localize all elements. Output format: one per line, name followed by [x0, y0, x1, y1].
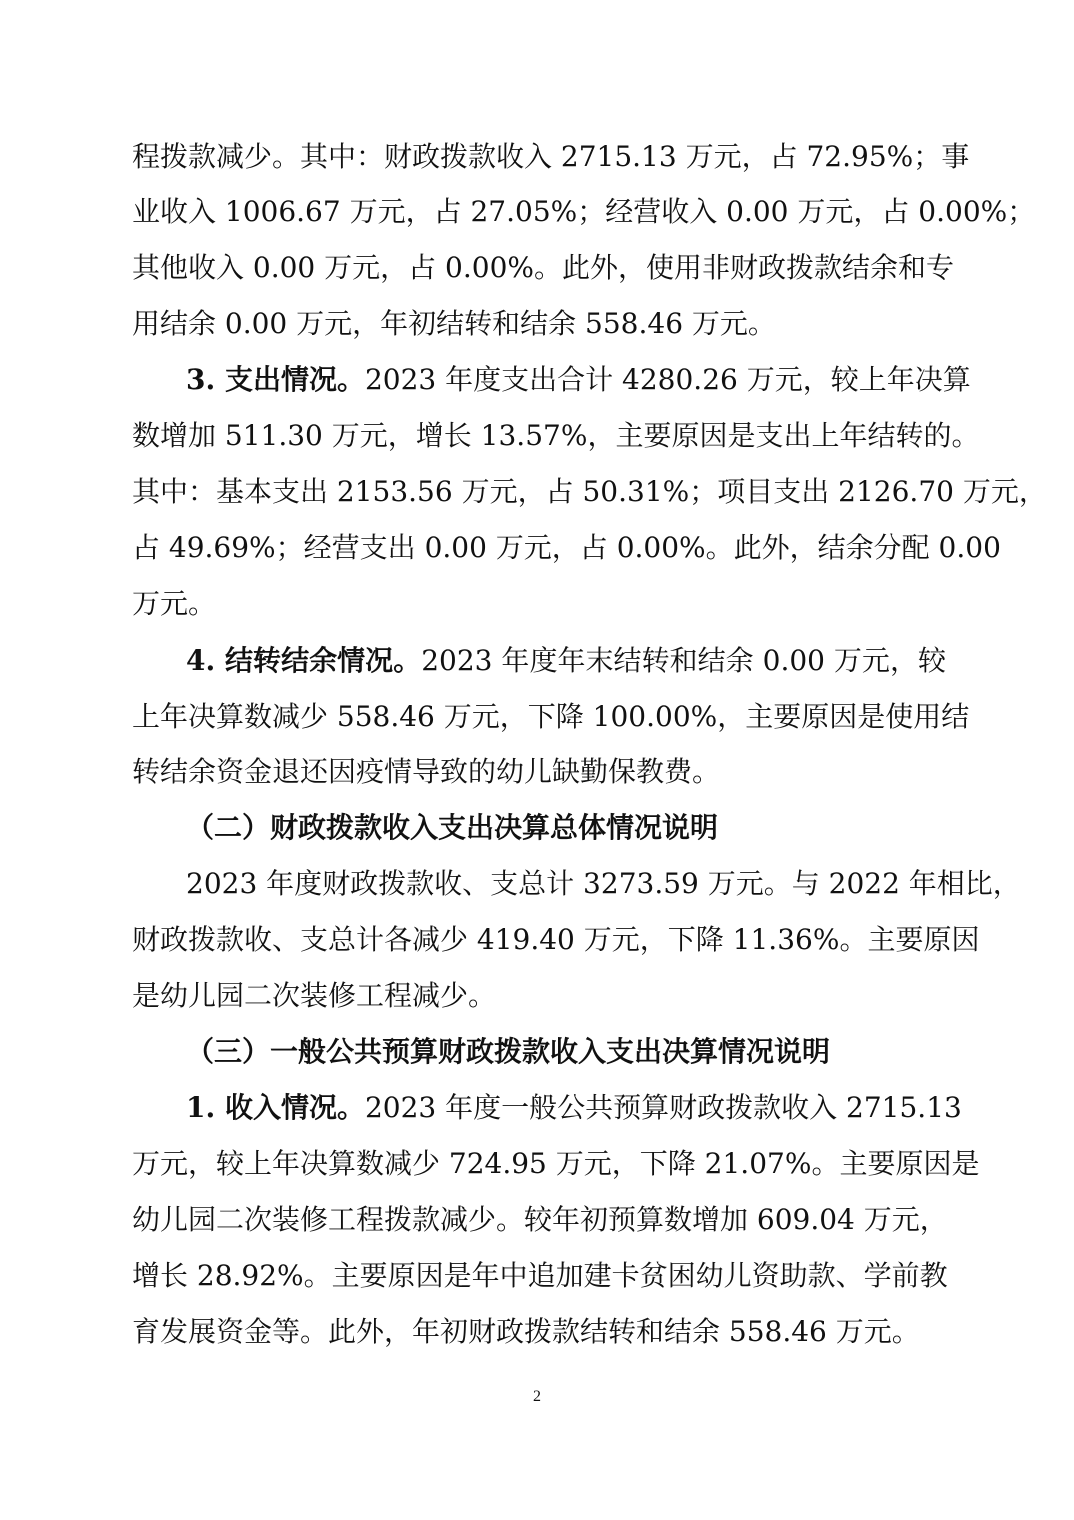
- text-line: 转结余资金退还因疫情导致的幼儿缺勤保教费。: [132, 755, 721, 788]
- text-line: 上年决算数减少 558.46 万元，下降 100.00%，主要原因是使用结: [132, 700, 970, 733]
- carryover-first-line: [186, 641, 946, 681]
- income-first-line: [186, 1088, 962, 1128]
- text-line: 程拨款减少。其中：财政拨款收入 2715.13 万元，占 72.95%；事: [132, 140, 970, 173]
- text-line: 数增加 511.30 万元，增长 13.57%，主要原因是支出上年结转的。: [132, 419, 980, 452]
- carryover-label: 4. 结转结余情况。: [186, 644, 422, 677]
- section-heading: （三）一般公共预算财政拨款收入支出决算情况说明: [186, 1035, 831, 1068]
- text-span: 2023 年度支出合计 4280.26 万元，较上年决算: [364, 363, 971, 396]
- text-line: 财政拨款收、支总计各减少 419.40 万元，下降 11.36%。主要原因: [132, 923, 980, 956]
- text-line: 业收入 1006.67 万元，占 27.05%；经营收入 0.00 万元，占 0.00%；: [132, 195, 1036, 228]
- expense-label: 3. 支出情况。: [186, 363, 365, 396]
- page-number: 2: [533, 1388, 541, 1405]
- text-line: 幼儿园二次装修工程拨款减少。较年初预算数增加 609.04 万元，: [132, 1203, 948, 1236]
- text-line: 占 49.69%；经营支出 0.00 万元，占 0.00%。此外，结余分配 0.00: [132, 531, 1001, 564]
- text-line: 万元，较上年决算数减少 724.95 万元，下降 21.07%。主要原因是: [132, 1147, 980, 1180]
- expense-first-line: [186, 360, 971, 400]
- text-line: 增长 28.92%。主要原因是年中追加建卡贫困幼儿资助款、学前教: [132, 1259, 948, 1292]
- text-span: 2023 年度年末结转和结余 0.00 万元，较: [421, 644, 946, 677]
- text-line: 育发展资金等。此外，年初财政拨款结转和结余 558.46 万元。: [132, 1315, 920, 1348]
- section-heading: （二）财政拨款收入支出决算总体情况说明: [186, 811, 719, 844]
- text-line: 万元。: [132, 587, 217, 620]
- income-label: 1. 收入情况。: [186, 1091, 365, 1124]
- text-line: 其中：基本支出 2153.56 万元，占 50.31%；项目支出 2126.70 万元，: [132, 475, 1047, 508]
- text-line: 其他收入 0.00 万元，占 0.00%。此外，使用非财政拨款结余和专: [132, 251, 954, 284]
- text-span: 2023 年度一般公共预算财政拨款收入 2715.13: [364, 1091, 962, 1124]
- text-line: 是幼儿园二次装修工程减少。: [132, 979, 497, 1012]
- text-line: 用结余 0.00 万元，年初结转和结余 558.46 万元。: [132, 307, 776, 340]
- text-line: 2023 年度财政拨款收、支总计 3273.59 万元。与 2022 年相比，: [186, 867, 1021, 900]
